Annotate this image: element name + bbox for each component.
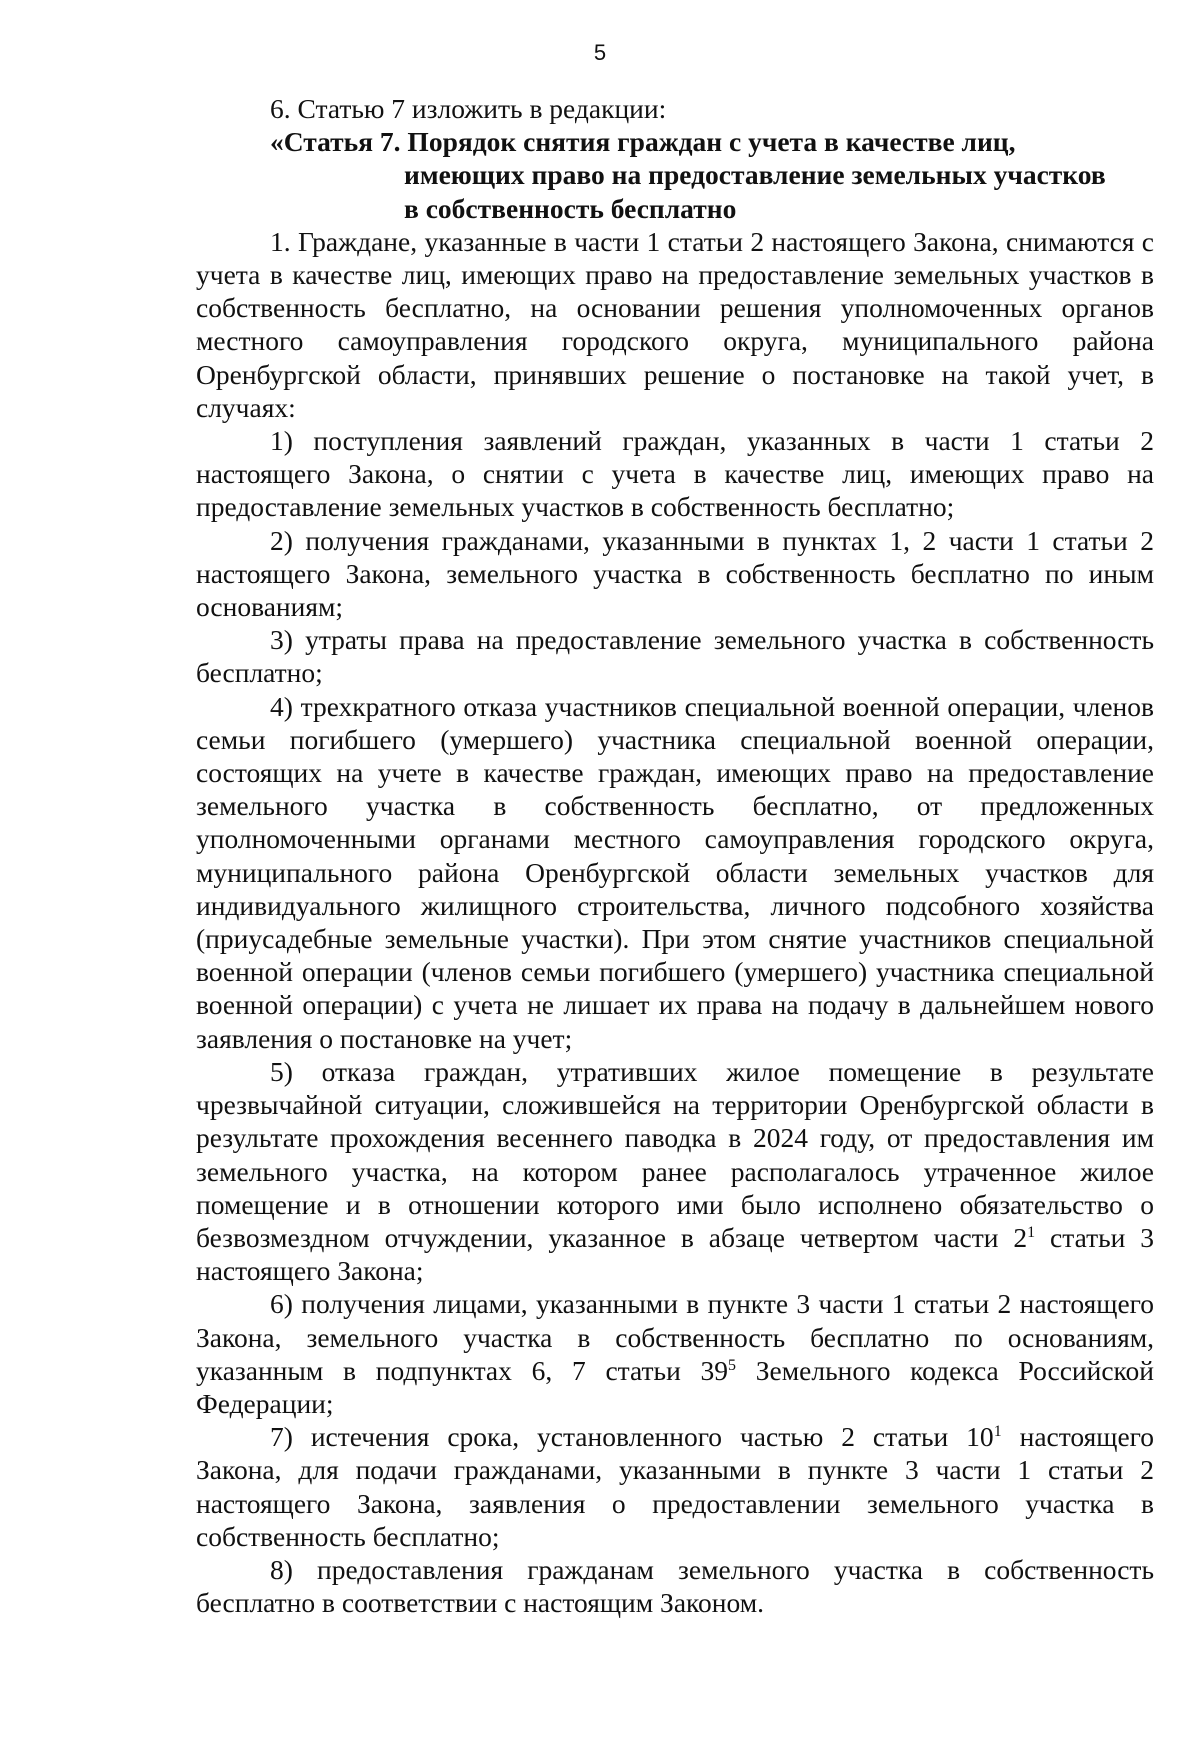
list-item-7-superscript: 1 — [993, 1423, 1002, 1441]
list-item-7-text-end: настоящего Закона, для подачи гражданами, указанными в пункте 3 части 1 статьи 2 настоящего Закона, заявления о предоставлении земельного участка в собственность бесплатно; — [196, 1421, 1154, 1552]
list-item-6-text-end: Земельного кодекса Российской Федерации; — [196, 1354, 1154, 1419]
list-item-5-superscript: 1 — [1027, 1223, 1036, 1241]
paragraph-1: 1. Граждане, указанные в части 1 статьи 2 настоящего Закона, снимаются с учета в качестве лиц, имеющих право на предоставление земельных участков в собственность бесплатно, на основании решения уполномоченных органов местного самоуправления городского округа, муниципального района Оренбургской области, принявших решение о постановке на такой учет, в случаях: — [196, 225, 1154, 423]
list-item-8: 8) предоставления гражданам земельного участка в собственность бесплатно в соответствии с настоящим Законом. — [196, 1553, 1154, 1619]
list-item-5-text-end: статьи 3 настоящего Закона; — [196, 1221, 1154, 1287]
document-body — [196, 92, 1154, 1619]
list-item-6-superscript: 5 — [728, 1356, 737, 1374]
list-item-7 — [196, 1420, 1154, 1553]
article-heading-line-3: в собственность бесплатно — [404, 192, 737, 224]
amendment-intro: 6. Статью 7 изложить в редакции: — [270, 93, 667, 124]
list-item-3: 3) утраты права на предоставление земельного участка в собственность бесплатно; — [196, 624, 1154, 689]
list-item-1: 1) поступления заявлений граждан, указанных в части 1 статьи 2 настоящего Закона, о снятии с учета в качестве лиц, имеющих право на предоставление земельных участков в собственность бесплатно; — [196, 425, 1154, 523]
list-item-6-text: 6) получения лицами, указанными в пункте 3 части 1 статьи 2 настоящего Закона, земельного участка в собственность бесплатно по основаниям, указанным в подпунктах 6, 7 статьи 39 — [196, 1288, 1154, 1386]
list-item-2: 2) получения гражданами, указанными в пунктах 1, 2 части 1 статьи 2 настоящего Закона, земельного участка в собственность бесплатно по иным основаниям; — [196, 524, 1154, 623]
list-item-5 — [196, 1055, 1154, 1287]
list-item-7-text: 7) истечения срока, установленного частью 2 статьи 10 — [270, 1421, 994, 1453]
article-heading-line-1: «Статья 7. Порядок снятия граждан с учета в качестве лиц, — [270, 126, 1016, 158]
list-item-5-text: 5) отказа граждан, утративших жилое помещение в результате чрезвычайной ситуации, сложившейся на территории Оренбургской области в результате прохождения весеннего паводка в 2024 году, от предоставления им земельного участка, на котором ранее располагалось утраченное жилое помещение и в отношении которого ими было исполнено обязательство о безвозмездном отчуждении, указанное в абзаце четвертом части 2 — [196, 1055, 1154, 1253]
page-number: 5 — [593, 40, 607, 65]
list-item-6 — [196, 1287, 1154, 1420]
article-heading — [196, 125, 1154, 225]
list-item-4: 4) трехкратного отказа участников специальной военной операции, членов семьи погибшего (умершего) участника специальной военной операции, состоящих на учете в качестве граждан, имеющих право на предоставление земельного участка в собственность бесплатно, от предложенных уполномоченными органами местного самоуправления городского округа, муниципального района Оренбургской области земельных участков для индивидуального жилищного строительства, личного подсобного хозяйства (приусадебные земельные участки). При этом снятие участников специальной военной операции (членов семьи погибшего (умершего) участника специальной военной операции) с учета не лишает их права на подачу в дальнейшем нового заявления о постановке на учет; — [196, 690, 1154, 1054]
article-heading-line-2: имеющих право на предоставление земельных участков — [404, 159, 1106, 191]
